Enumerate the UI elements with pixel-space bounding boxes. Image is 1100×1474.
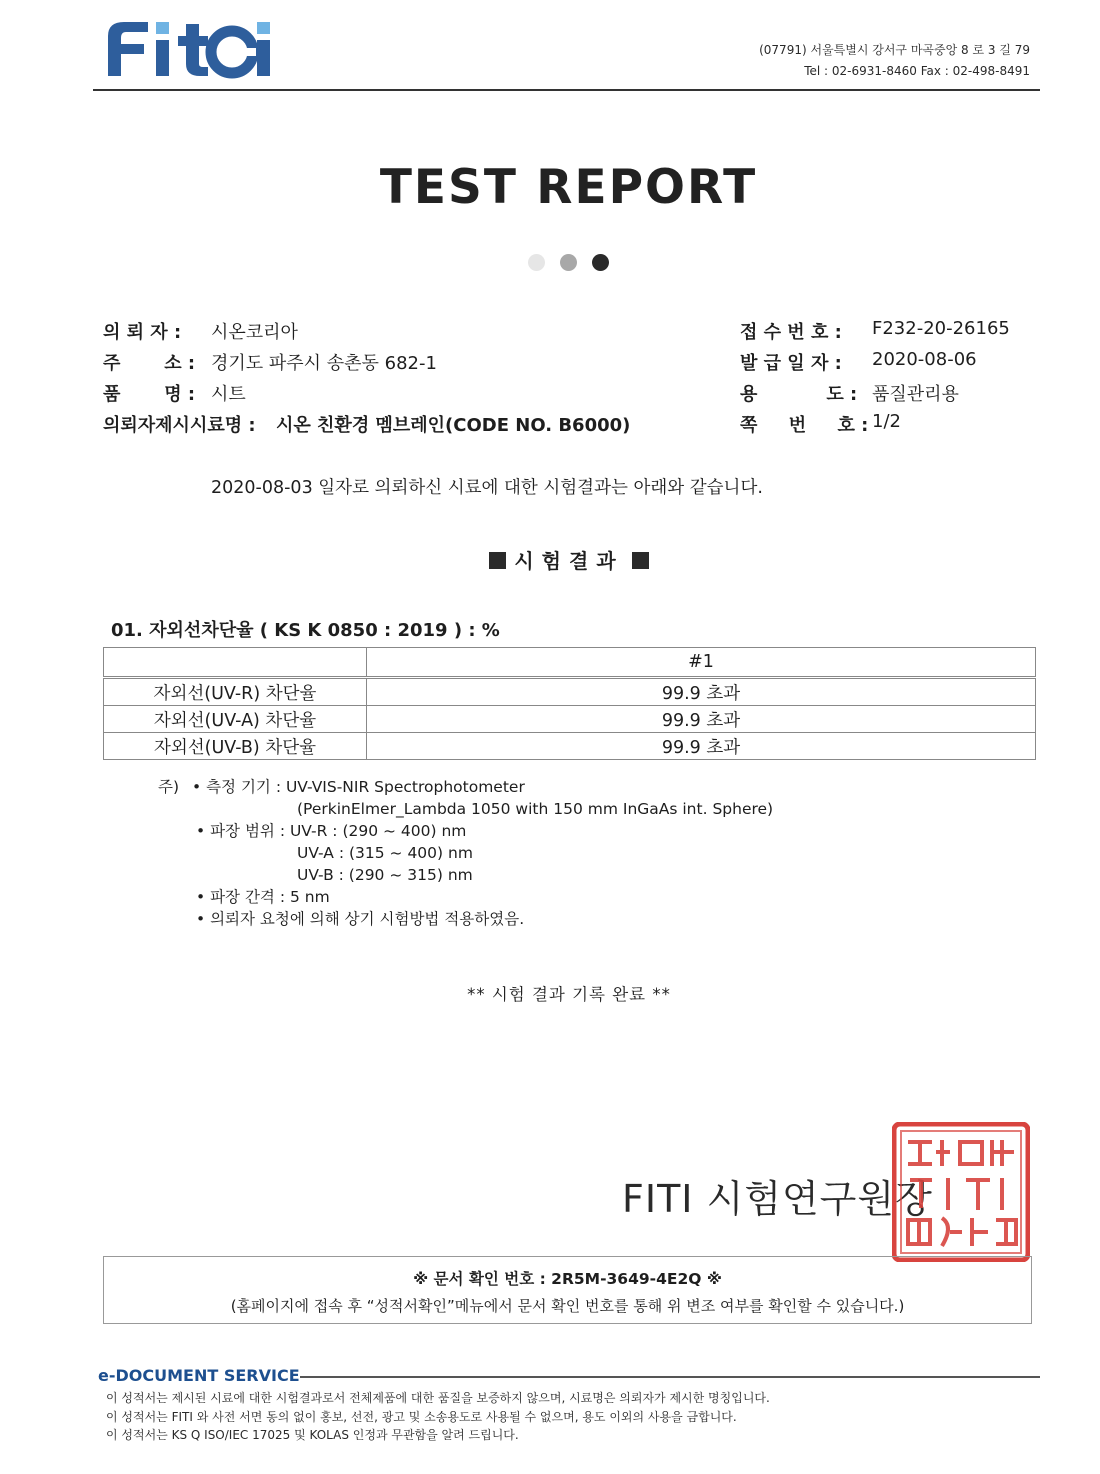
page-no-value: 1/2 xyxy=(872,411,901,432)
receipt-no-value: F232-20-26165 xyxy=(872,318,1010,339)
disclaimer-line: 이 성적서는 FITI 와 사전 서면 동의 없이 홍보, 선전, 광고 및 소송용도로 사용될 수 없으며, 용도 이외의 사용을 금합니다. xyxy=(106,1409,737,1424)
column-header: #1 xyxy=(367,648,1036,678)
row-value: 99.9 초과 xyxy=(367,733,1036,760)
section-title: 시험결과 xyxy=(514,549,624,573)
notes-prefix: 주) xyxy=(158,778,180,796)
contact-line: Tel : 02-6931-8460 Fax : 02-498-8491 xyxy=(804,64,1030,78)
note-instrument-detail: (PerkinElmer_Lambda 1050 with 150 mm InGaAs int. Sphere) xyxy=(297,800,774,818)
footer-divider xyxy=(300,1376,1040,1378)
note-method: • 의뢰자 요청에 의해 상기 시험방법 적용하였음. xyxy=(196,910,525,928)
section-heading xyxy=(0,545,1100,574)
table-row xyxy=(104,706,1036,733)
signature-line: FITI 시험연구원장 xyxy=(622,1177,933,1221)
official-seal xyxy=(892,1122,1030,1262)
square-bullet-left xyxy=(489,552,506,569)
requester-label: 의 뢰 자 : xyxy=(103,322,182,343)
note-range-b: UV-B : (290 ~ 315) nm xyxy=(297,866,473,884)
footer-disclaimer xyxy=(106,1389,770,1445)
disclaimer-line: 이 성적서는 KS Q ISO/IEC 17025 및 KOLAS 인정과 무관함을 알려 드립니다. xyxy=(106,1428,519,1442)
completion-note: ** 시험 결과 기록 완료 ** xyxy=(467,985,671,1004)
fiti-logo xyxy=(104,14,276,84)
document-confirm-box xyxy=(103,1256,1032,1324)
address-line: (07791) 서울특별시 강서구 마곡중앙 8 로 3 길 79 xyxy=(759,43,1030,57)
sample-label: 의뢰자제시시료명 : xyxy=(103,415,256,436)
edocument-service-label: e-DOCUMENT SERVICE xyxy=(98,1366,300,1385)
product-label: 품 명 : xyxy=(103,384,196,405)
row-value: 99.9 초과 xyxy=(367,678,1036,706)
address-label: 주 소 : xyxy=(103,353,196,374)
dot-mid xyxy=(560,254,577,271)
issue-date-value: 2020-08-06 xyxy=(872,349,977,370)
title-dots xyxy=(528,254,624,275)
dot-dark xyxy=(592,254,609,271)
note-interval: • 파장 간격 : 5 nm xyxy=(196,888,330,906)
confirm-instructions: (홈페이지에 접속 후 “성적서확인”메뉴에서 문서 확인 번호를 통해 위 변조 여부를 확인할 수 있습니다.) xyxy=(230,1297,905,1315)
address-value: 경기도 파주시 송촌동 682-1 xyxy=(211,353,437,374)
disclaimer-line: 이 성적서는 제시된 시료에 대한 시험결과로서 전체제품에 대한 품질을 보증하지 않으며, 시료명은 의뢰자가 제시한 명칭입니다. xyxy=(106,1391,770,1405)
row-value: 99.9 초과 xyxy=(367,706,1036,733)
note-instrument: • 측정 기기 : UV-VIS-NIR Spectrophotometer xyxy=(192,778,525,796)
note-range-a: UV-A : (315 ~ 400) nm xyxy=(297,844,473,862)
square-bullet-right xyxy=(632,552,649,569)
header-divider xyxy=(93,89,1040,91)
row-label: 자외선(UV-A) 차단율 xyxy=(104,706,367,733)
header-empty-cell xyxy=(104,648,367,678)
note-range: • 파장 범위 : UV-R : (290 ~ 400) nm xyxy=(196,822,467,840)
test-title: 01. 자외선차단율 ( KS K 0850 : 2019 ) : % xyxy=(111,620,500,641)
table-header-row xyxy=(104,648,1036,678)
receipt-no-label: 접 수 번 호 : xyxy=(740,322,842,343)
intro-sentence: 2020-08-03 일자로 의뢰하신 시료에 대한 시험결과는 아래와 같습니다. xyxy=(211,478,763,498)
table-row xyxy=(104,678,1036,706)
header-address xyxy=(759,40,1030,82)
table-row xyxy=(104,733,1036,760)
row-label: 자외선(UV-R) 차단율 xyxy=(104,678,367,706)
product-value: 시트 xyxy=(211,384,246,405)
purpose-label: 용 도 : xyxy=(740,384,858,405)
dot-light xyxy=(528,254,545,271)
requester-value: 시온코리아 xyxy=(211,322,298,343)
sample-value: 시온 친환경 멤브레인(CODE NO. B6000) xyxy=(276,415,631,436)
row-label: 자외선(UV-B) 차단율 xyxy=(104,733,367,760)
report-title: TEST REPORT xyxy=(379,160,758,215)
results-table xyxy=(103,647,1036,760)
issue-date-label: 발 급 일 자 : xyxy=(740,353,842,374)
confirm-number: ※ 문서 확인 번호 : 2R5M-3649-4E2Q ※ xyxy=(413,1270,722,1288)
purpose-value: 품질관리용 xyxy=(872,384,959,405)
page-no-label: 쪽 번 호 : xyxy=(740,415,869,436)
